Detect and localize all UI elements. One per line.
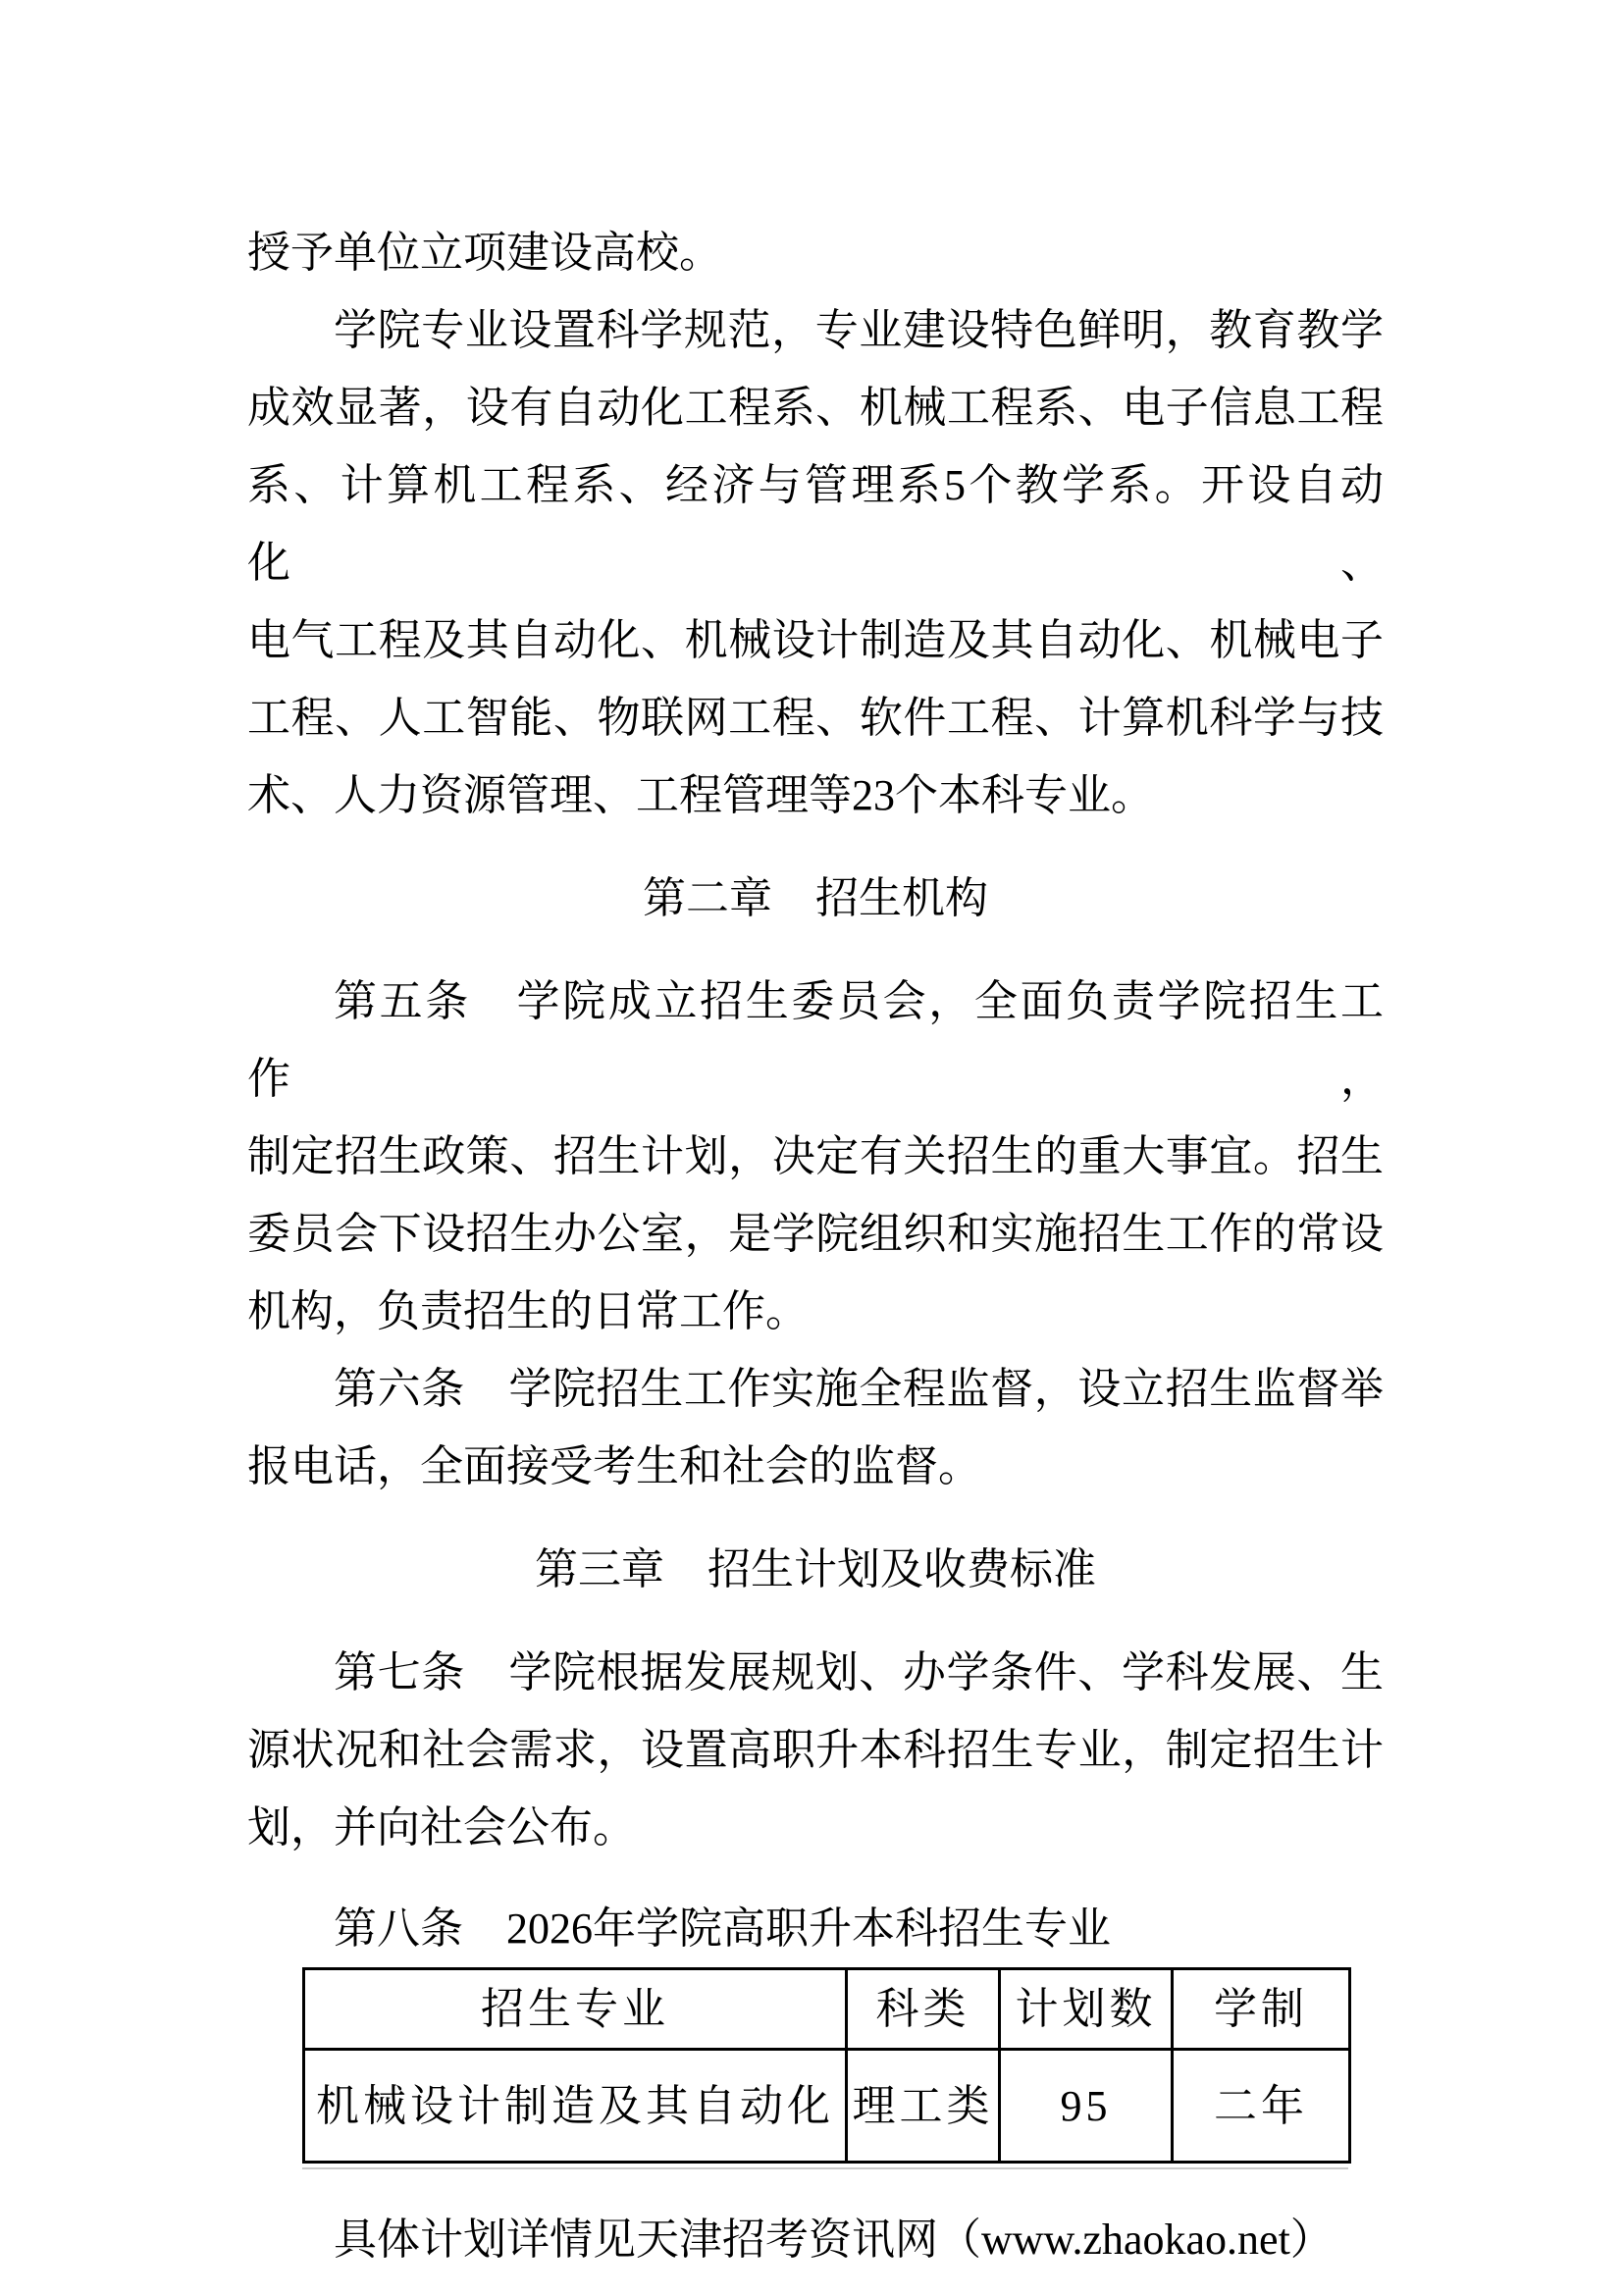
article-8-line: 第八条 2026年学院高职升本科招生专业 <box>334 1904 1111 1953</box>
document-body <box>247 214 1384 2278</box>
table-cell-duration: 二年 <box>1173 2050 1350 2163</box>
body-line: 源状况和社会需求，设置高职升本科招生专业，制定招生计 <box>247 1726 1384 1774</box>
chapter-heading-2: 第二章 招生机构 <box>643 874 988 922</box>
table-header-duration: 学制 <box>1173 1969 1350 2050</box>
admission-plan-table <box>302 1967 1351 2164</box>
body-line: 工程、人工智能、物联网工程、软件工程、计算机科学与技 <box>247 694 1384 742</box>
body-line: 第七条 学院根据发展规划、办学条件、学科发展、生 <box>334 1648 1384 1696</box>
body-line: 术、人力资源管理、工程管理等23个本科专业。 <box>247 771 1154 819</box>
table-header-major: 招生专业 <box>304 1969 847 2050</box>
table-row <box>304 2050 1350 2163</box>
chapter-heading-3: 第三章 招生计划及收费标准 <box>535 1545 1096 1593</box>
body-line: 划，并向社会公布。 <box>247 1803 636 1852</box>
admission-plan-table-wrap <box>302 1967 1348 2164</box>
plan-detail-note: 具体计划详情见天津招考资讯网（www.zhaokao.net） <box>334 2216 1334 2264</box>
body-line: 制定招生政策、招生计划，决定有关招生的重大事宜。招生 <box>247 1132 1384 1180</box>
table-header-row <box>304 1969 1350 2050</box>
body-line: 机构，负责招生的日常工作。 <box>247 1287 809 1335</box>
body-line: 委员会下设招生办公室，是学院组织和实施招生工作的常设 <box>247 1210 1384 1258</box>
body-line: 学院专业设置科学规范，专业建设特色鲜明，教育教学 <box>334 306 1384 354</box>
body-line: 授予单位立项建设高校。 <box>247 229 722 277</box>
table-cell-major: 机械设计制造及其自动化 <box>304 2050 847 2163</box>
table-cell-category: 理工类 <box>847 2050 1000 2163</box>
body-line: 第六条 学院招生工作实施全程监督，设立招生监督举 <box>334 1365 1384 1413</box>
body-line: 成效显著，设有自动化工程系、机械工程系、电子信息工程 <box>247 384 1384 432</box>
body-line: 第五条 学院成立招生委员会，全面负责学院招生工作， <box>247 977 1384 1103</box>
table-cell-plan-count: 95 <box>1000 2050 1173 2163</box>
body-line: 系、计算机工程系、经济与管理系5个教学系。开设自动化、 <box>247 461 1384 587</box>
table-header-category: 科类 <box>847 1969 1000 2050</box>
body-line: 电气工程及其自动化、机械设计制造及其自动化、机械电子 <box>247 616 1384 664</box>
body-line: 报电话，全面接受考生和社会的监督。 <box>247 1442 981 1490</box>
table-shadow-line <box>302 2167 1348 2169</box>
table-header-plan-count: 计划数 <box>1000 1969 1173 2050</box>
